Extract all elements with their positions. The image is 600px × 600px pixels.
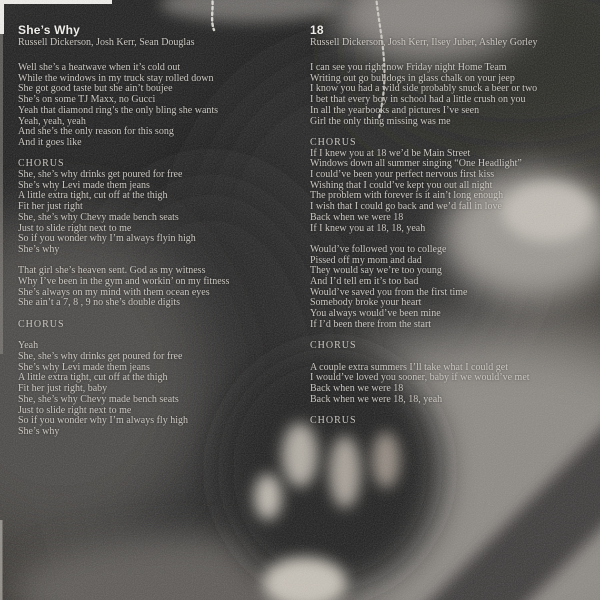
lyric-line: And she’s the only reason for this song <box>18 126 174 138</box>
lyric-line: She’s on some TJ Maxx, no Gucci <box>18 94 156 106</box>
lyric-line: In all the yearbooks and pictures I’ve seen <box>310 104 480 116</box>
lyric-line: Would’ve saved you from the first time <box>310 286 468 298</box>
chorus-label: CHORUS <box>18 158 65 170</box>
lyric-line: I wish that I could go back and we’d fall in love <box>310 201 502 213</box>
lyric-line: She’s why <box>18 243 60 255</box>
lyric-line: If I knew you at 18 we’d be Main Street <box>310 147 471 159</box>
chorus-label: CHORUS <box>18 318 65 330</box>
lyric-line: She’s always on my mind with them ocean eyes <box>18 286 210 298</box>
lyric-line: That girl she’s heaven sent. God as my witness <box>18 265 206 277</box>
song-column-shes-why <box>18 24 300 438</box>
lyric-line: So if you wonder why I’m always fly high <box>18 415 188 427</box>
lyric-line: She’s why Levi made them jeans <box>18 361 150 373</box>
lyric-line: A little extra tight, cut off at the thigh <box>18 190 168 202</box>
lyric-line: Well she’s a heatwave when it’s cold out <box>18 62 181 73</box>
lyric-line: So if you wonder why I’m always flyin high <box>18 233 196 245</box>
lyric-line: And I’d tell em it’s too bad <box>310 276 419 288</box>
lyric-line: Why I’ve been in the gym and workin’ on my fitness <box>18 276 230 288</box>
lyric-line: Back when we were 18 <box>310 211 404 223</box>
lyrics-block <box>18 63 300 438</box>
lyric-line: Just to slide right next to me <box>18 222 132 234</box>
chorus-label: CHORUS <box>310 415 357 427</box>
lyric-line: She got good taste but she ain’t boujee <box>18 83 173 95</box>
lyric-line: If I’d been there from the start <box>310 318 432 330</box>
lyric-line: Fit her just right <box>18 201 83 213</box>
lyric-line: Wishing that I could’ve kept you out all night <box>310 179 493 191</box>
lyric-line: Yeah that diamond ring’s the only bling she wants <box>18 104 219 116</box>
lyric-line: Fit her just right, baby <box>18 383 108 395</box>
lyric-line: A little extra tight, cut off at the thigh <box>18 372 168 384</box>
blank-line <box>18 331 300 342</box>
song-column-18 <box>310 24 598 427</box>
lyric-line: Somebody broke your heart <box>310 297 422 309</box>
lyric-line: Back when we were 18 <box>310 383 404 395</box>
lyric-line: You always would’ve been mine <box>310 308 441 320</box>
chorus-label: CHORUS <box>310 340 357 352</box>
lyric-line: They would say we’re too young <box>310 265 442 277</box>
lyric-line: While the windows in my truck stay rolled down <box>18 72 214 84</box>
song-title: 18 <box>310 23 324 37</box>
song-writers: Russell Dickerson, Josh Kerr, Sean Douglas <box>18 37 195 48</box>
chorus-label: CHORUS <box>310 136 357 148</box>
lyric-line: She ain’t a 7, 8 , 9 no she’s double digits <box>18 297 181 309</box>
lyric-line: She, she’s why drinks get poured for free <box>18 350 183 362</box>
lyric-line: She, she’s why Chevy made bench seats <box>18 393 179 405</box>
lyric-line: Writing out go bulldogs in glass chalk on your jeep <box>310 72 515 84</box>
lyric-line: Just to slide right next to me <box>18 404 132 416</box>
lyric-line: Girl the only thing missing was me <box>310 115 451 127</box>
lyric-line: She’s why Levi made them jeans <box>18 179 150 191</box>
lyric-line: I would’ve loved you sooner, baby if we would’ve met <box>310 372 530 384</box>
lyric-line: She, she’s why Chevy made bench seats <box>18 211 179 223</box>
lyric-line: I can see you right now Friday night Home Team <box>310 62 507 73</box>
song-title: She’s Why <box>18 23 81 37</box>
lyric-line: I bet that every boy in school had a little crush on you <box>310 94 526 106</box>
lyric-line: She’s why <box>18 425 60 437</box>
lyric-line: Pissed off my mom and dad <box>310 254 422 266</box>
lyrics-block <box>310 63 598 427</box>
lyric-line: Yeah, yeah, yeah <box>18 115 86 127</box>
lyric-line: She, she’s why drinks get poured for free <box>18 169 183 181</box>
lyric-line: The problem with forever is it ain’t long enough <box>310 190 504 202</box>
lyric-line: Would’ve followed you to college <box>310 243 447 255</box>
lyric-line: Windows down all summer singing “One Headlight” <box>310 158 522 170</box>
lyric-line: If I knew you at 18, 18, yeah <box>310 222 426 234</box>
lyric-line: I could’ve been your perfect nervous first kiss <box>310 169 495 181</box>
lyric-line: Back when we were 18, 18, yeah <box>310 393 443 405</box>
lyric-line: Yeah <box>18 340 39 352</box>
song-writers: Russell Dickerson, Josh Kerr, Ilsey Juber, Ashley Gorley <box>310 37 538 48</box>
lyric-line: I know you had a wild side probably snuck a beer or two <box>310 83 538 95</box>
lyric-line: A couple extra summers I’ll take what I could get <box>310 361 508 373</box>
lyric-line: And it goes like <box>18 136 82 148</box>
